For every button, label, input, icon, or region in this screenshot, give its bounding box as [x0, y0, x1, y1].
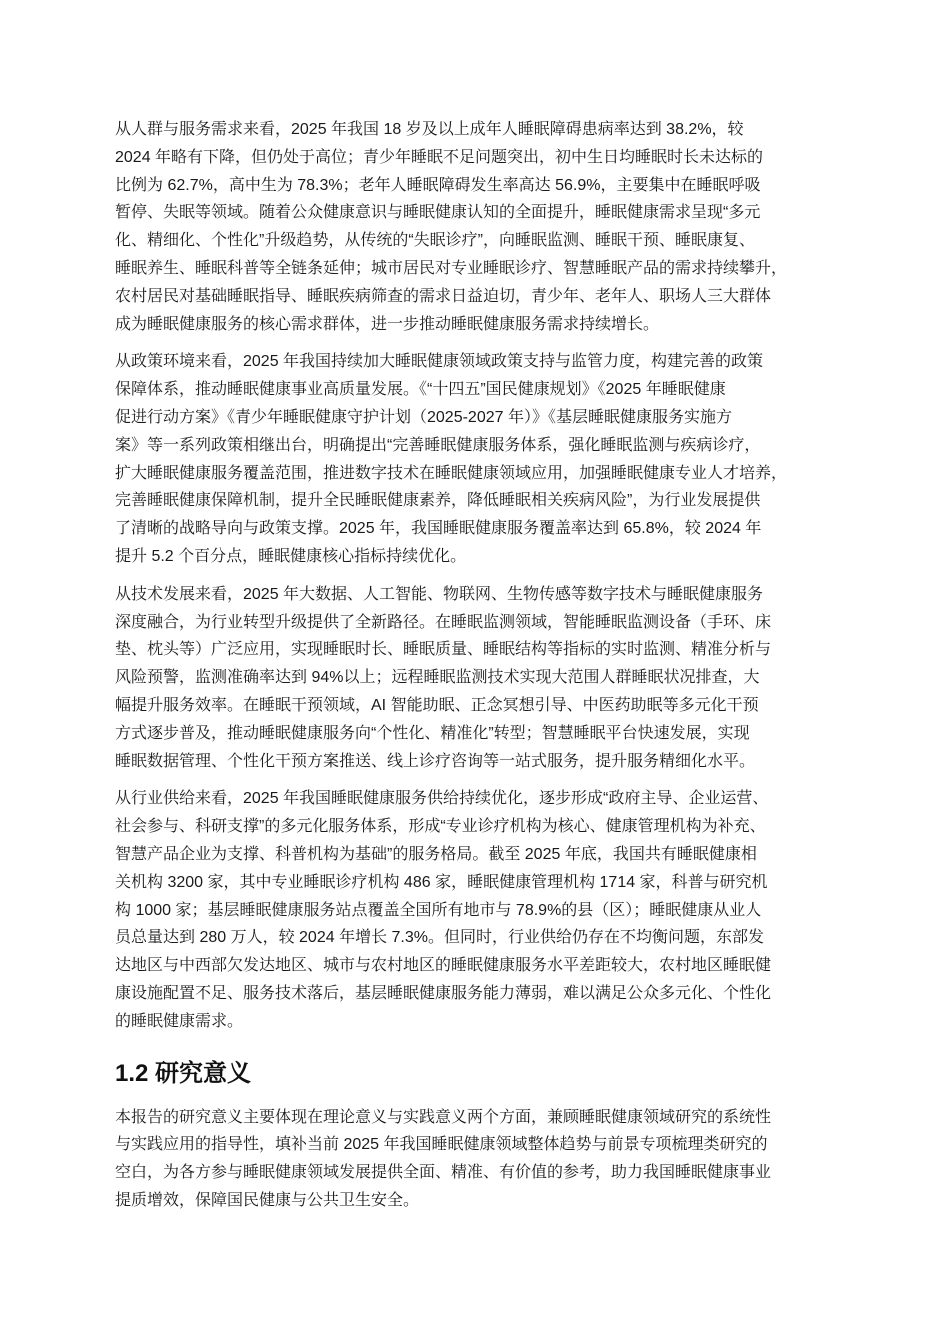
text-line: 提质增效，保障国民健康与公共卫生安全。 — [115, 1191, 420, 1209]
text-line: 暂停、失眠等领域。随着公众健康意识与睡眠健康认知的全面提升，睡眠健康需求呈现“多元 — [115, 204, 761, 222]
text-line: 化、精细化、个性化”升级趋势，从传统的“失眠诊疗”，向睡眠监测、睡眠干预、睡眠康复、 — [115, 232, 755, 250]
text-line: 幅提升服务效率。在睡眠干预领域，AI 智能助眠、正念冥想引导、中医药助眠等多元化干预 — [115, 696, 759, 714]
body-paragraph — [115, 581, 840, 776]
text-line: 深度融合，为行业转型升级提供了全新路径。在睡眠监测领域，智能睡眠监测设备（手环、床 — [115, 613, 772, 631]
text-line: 方式逐步普及，推动睡眠健康服务向“个性化、精准化”转型；智慧睡眠平台快速发展，实现 — [115, 724, 750, 742]
text-line: 员总量达到 280 万人，较 2024 年增长 7.3%。但同时，行业供给仍存在不均衡问题，东部发 — [115, 929, 764, 947]
text-line: 促进行动方案》《青少年睡眠健康守护计划（2025-2027 年）》《基层睡眠健康服务实施方 — [115, 408, 732, 426]
text-line: 社会参与、科研支撑”的多元化服务体系，形成“专业诊疗机构为核心、健康管理机构为补充、 — [115, 818, 766, 836]
text-line: 从政策环境来看，2025 年我国持续加大睡眠健康领域政策支持与监管力度，构建完善的政策 — [115, 353, 764, 371]
section-heading: 1.2 研究意义 — [115, 1059, 252, 1087]
text-line: 的睡眠健康需求。 — [115, 1012, 244, 1030]
text-line: 保障体系，推动睡眠健康事业高质量发展。《“十四五”国民健康规划》《2025 年睡眠健康 — [115, 381, 726, 399]
text-line: 比例为 62.7%，高中生为 78.3%；老年人睡眠障碍发生率高达 56.9%，主要集中在睡眠呼吸 — [115, 176, 761, 194]
text-line: 提升 5.2 个百分点，睡眠健康核心指标持续优化。 — [115, 547, 467, 565]
body-paragraph — [115, 785, 840, 1035]
text-line: 康设施配置不足、服务技术落后，基层睡眠健康服务能力薄弱，难以满足公众多元化、个性化 — [115, 984, 772, 1002]
text-line: 扩大睡眠健康服务覆盖范围，推进数字技术在睡眠健康领域应用，加强睡眠健康专业人才培养， — [115, 464, 788, 482]
text-line: 达地区与中西部欠发达地区、城市与农村地区的睡眠健康服务水平差距较大，农村地区睡眠健 — [115, 957, 772, 975]
text-line: 了清晰的战略导向与政策支撑。2025 年，我国睡眠健康服务覆盖率达到 65.8%，较 2024 年 — [115, 520, 762, 538]
text-line: 关机构 3200 家，其中专业睡眠诊疗机构 486 家，睡眠健康管理机构 1714 家，科普与研究机 — [115, 873, 768, 891]
section-paragraph — [115, 1104, 840, 1215]
text-line: 垫、枕头等）广泛应用，实现睡眠时长、睡眠质量、睡眠结构等指标的实时监测、精准分析与 — [115, 641, 772, 659]
text-line: 空白，为各方参与睡眠健康领域发展提供全面、精准、有价值的参考，助力我国睡眠健康事业 — [115, 1164, 772, 1182]
text-line: 案》等一系列政策相继出台，明确提出“完善睡眠健康服务体系，强化睡眠监测与疾病诊疗， — [115, 436, 761, 454]
text-line: 与实践应用的指导性，填补当前 2025 年我国睡眠健康领域整体趋势与前景专项梳理类研究的 — [115, 1136, 768, 1154]
text-line: 从人群与服务需求来看，2025 年我国 18 岁及以上成年人睡眠障碍患病率达到 38.2%，较 — [115, 121, 744, 138]
text-line: 智慧产品企业为支撑、科普机构为基础”的服务格局。截至 2025 年底，我国共有睡眠健康相 — [115, 845, 757, 863]
body-paragraph — [115, 348, 840, 570]
text-line: 农村居民对基础睡眠指导、睡眠疾病筛查的需求日益迫切，青少年、老年人、职场人三大群体 — [115, 287, 772, 305]
text-line: 睡眠养生、睡眠科普等全链条延伸；城市居民对专业睡眠诊疗、智慧睡眠产品的需求持续攀升， — [115, 259, 788, 277]
body-paragraphs — [115, 116, 840, 1036]
body-paragraph — [115, 116, 840, 338]
text-line: 完善睡眠健康保障机制，提升全民睡眠健康素养，降低睡眠相关疾病风险”，为行业发展提供 — [115, 492, 761, 510]
text-line: 成为睡眠健康服务的核心需求群体，进一步推动睡眠健康服务需求持续增长。 — [115, 315, 660, 333]
document-page — [115, 116, 840, 1225]
text-line: 风险预警，监测准确率达到 94%以上；远程睡眠监测技术实现大范围人群睡眠状况排查，大 — [115, 669, 760, 687]
text-line: 从行业供给来看，2025 年我国睡眠健康服务供给持续优化，逐步形成“政府主导、企业运营、 — [115, 790, 769, 808]
text-line: 从技术发展来看，2025 年大数据、人工智能、物联网、生物传感等数字技术与睡眠健康服务 — [115, 585, 764, 603]
text-line: 睡眠数据管理、个性化干预方案推送、线上诊疗咨询等一站式服务，提升服务精细化水平。 — [115, 752, 756, 770]
text-line: 本报告的研究意义主要体现在理论意义与实践意义两个方面，兼顾睡眠健康领域研究的系统性 — [115, 1108, 772, 1126]
text-line: 2024 年略有下降，但仍处于高位；青少年睡眠不足问题突出，初中生日均睡眠时长未达标的 — [115, 148, 764, 166]
text-line: 构 1000 家；基层睡眠健康服务站点覆盖全国所有地市与 78.9%的县（区）；睡眠健康从业人 — [115, 901, 762, 919]
